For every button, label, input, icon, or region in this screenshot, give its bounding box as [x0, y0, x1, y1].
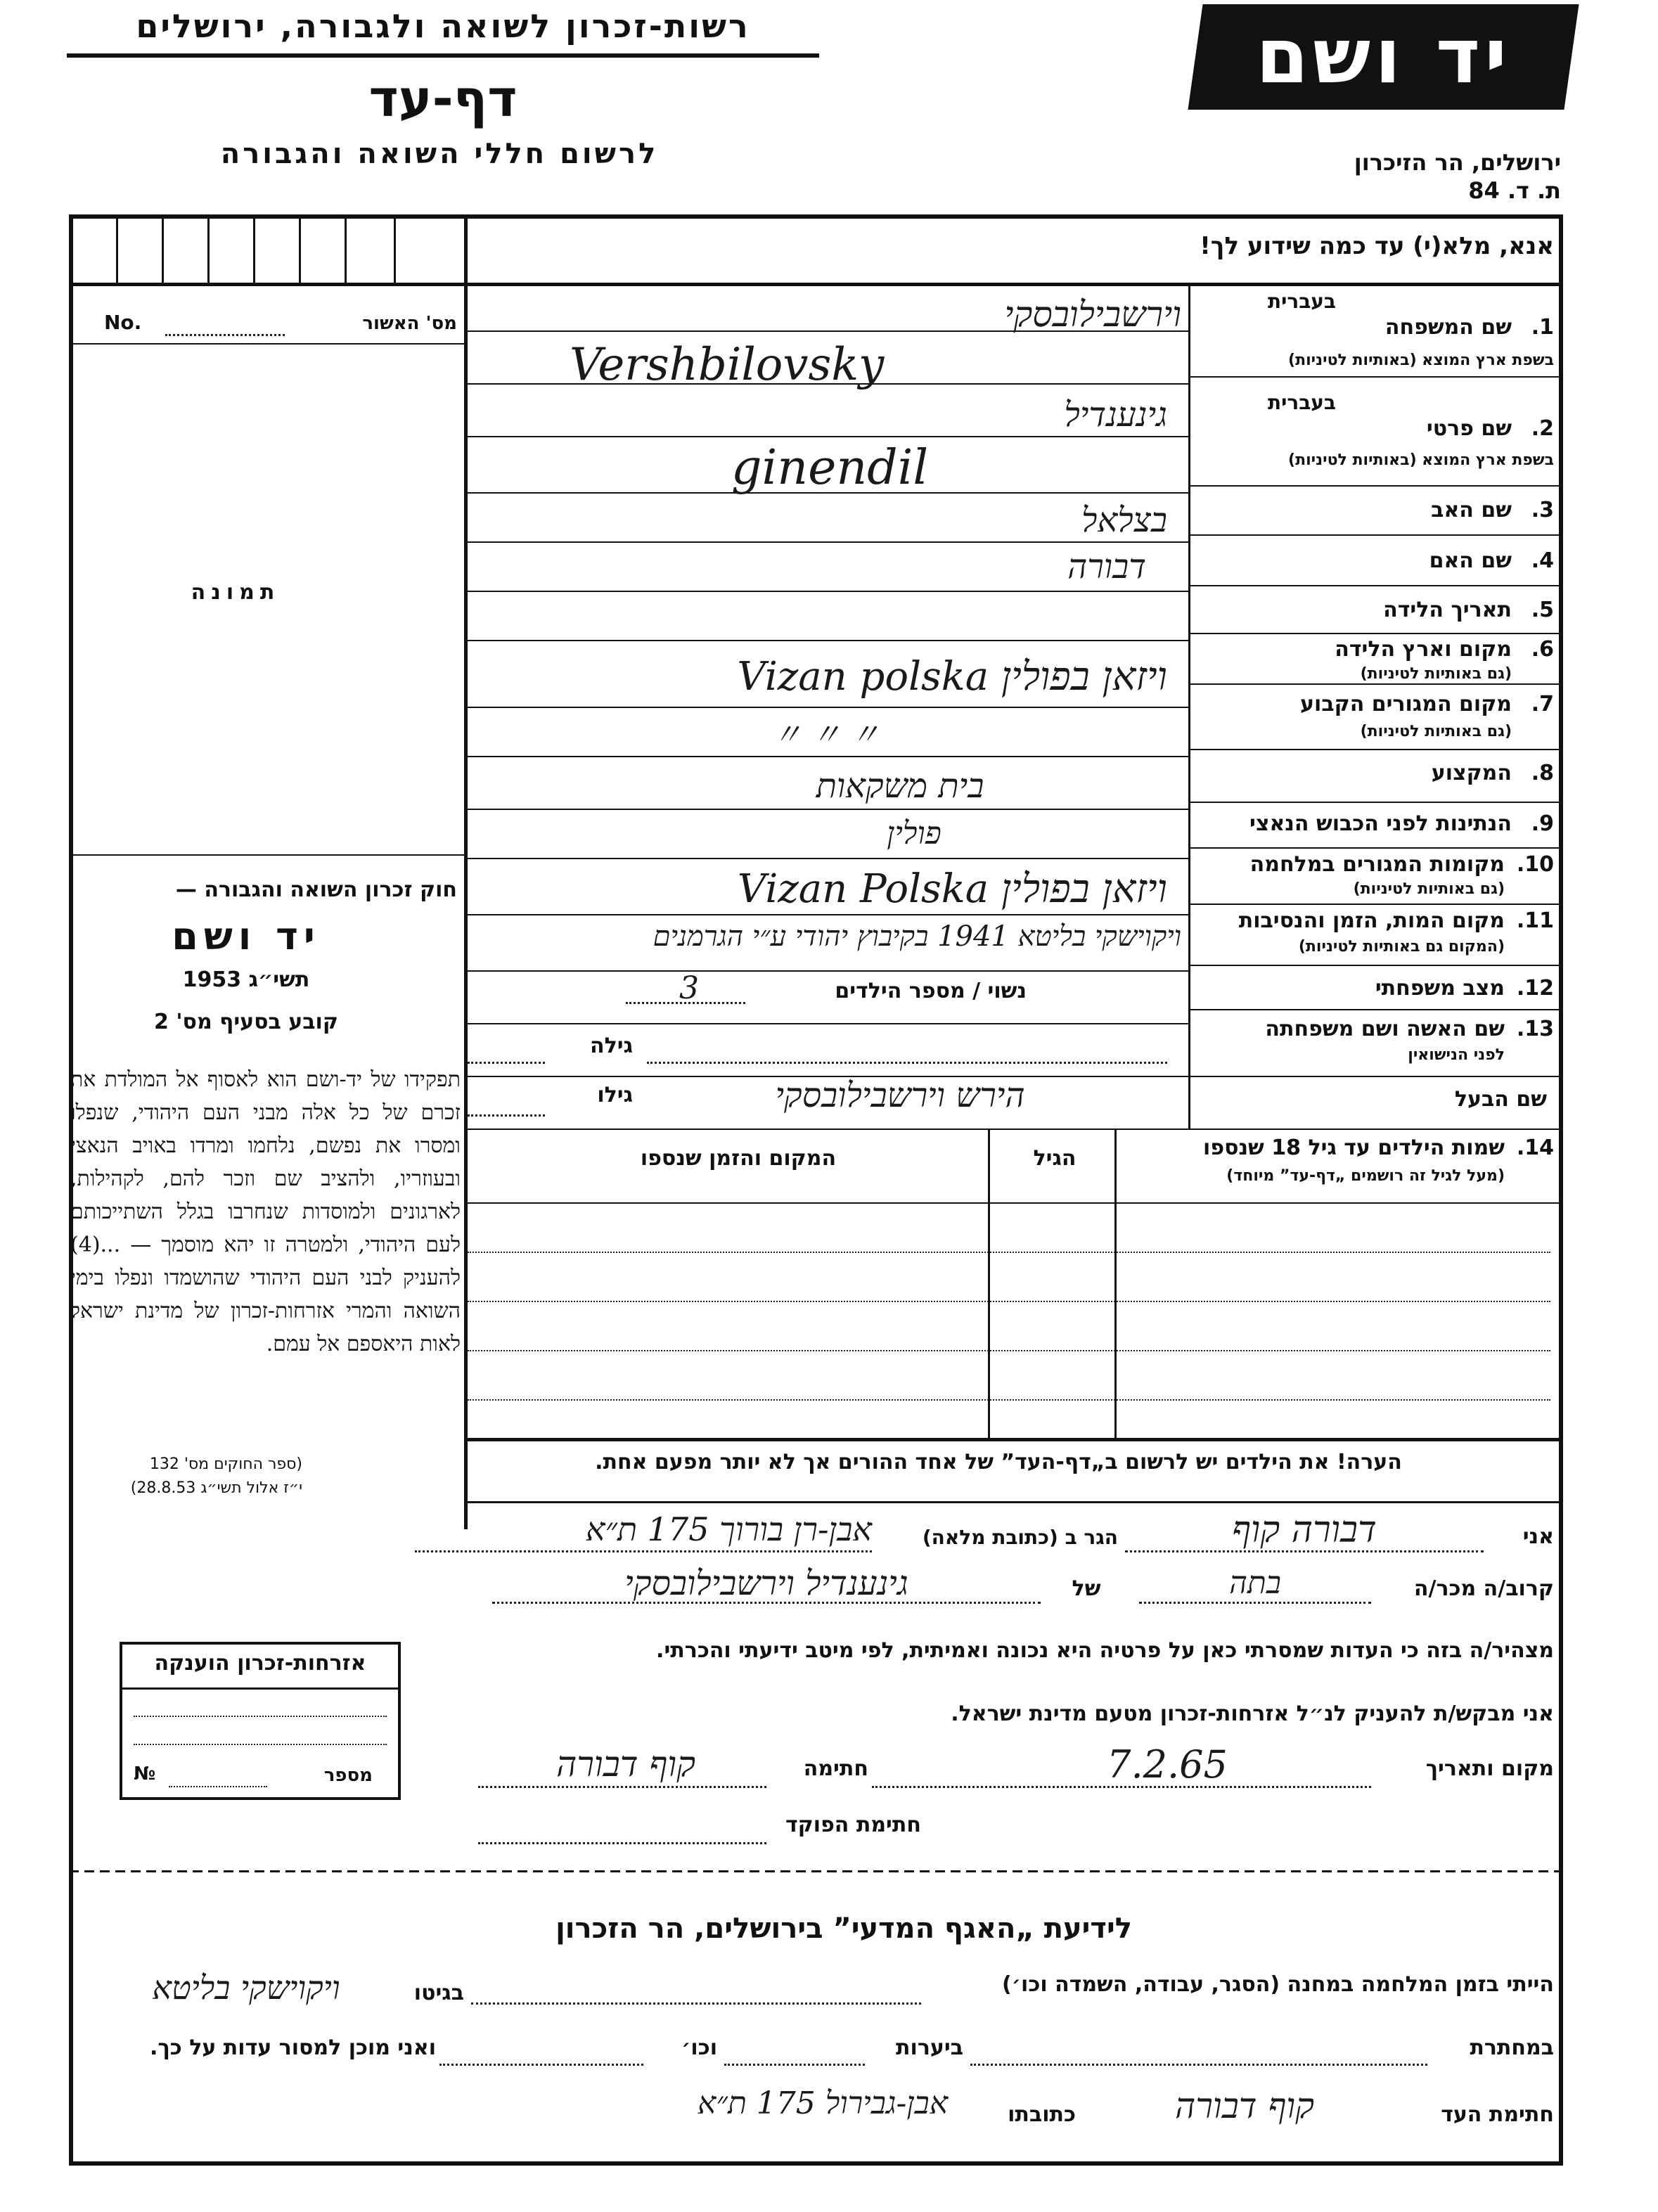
field-11-number: 11.	[1516, 908, 1554, 933]
father-name-value[interactable]: בצלאל	[1081, 501, 1167, 540]
address: ירושלים, הר הזיכרון	[1354, 149, 1561, 176]
children-count-line	[626, 1002, 745, 1004]
field-2-sub: בשפת ארץ המוצא (באותיות לטיניות)	[1288, 451, 1554, 469]
marital-status-label: נשוי / מספר הילדים	[835, 979, 1027, 1003]
citizenship-number-label: מספר	[323, 1765, 373, 1786]
top-box-line-3	[207, 214, 210, 285]
citizenship-dots-2[interactable]	[134, 1744, 387, 1745]
photo-area[interactable]	[74, 346, 461, 838]
place-date-label: מקום ותאריך	[1425, 1756, 1554, 1781]
birth-place-value[interactable]: ויזאן בפולין Vizan polska	[737, 654, 1167, 700]
field-5-number: 5.	[1531, 598, 1554, 622]
science-separator	[69, 1870, 1563, 1872]
row-line	[1188, 1009, 1563, 1010]
husband-age-label: גילו	[597, 1083, 633, 1107]
row-line	[1188, 485, 1563, 487]
camp-line-label: הייתי בזמן המלחמה במחנה (הסגר, עבודה, השמדה וכו׳)	[1002, 1972, 1554, 1997]
field-7-label: מקום המגורים הקבוע	[1300, 692, 1512, 716]
field-7-sub: (גם באותיות לטיניות)	[1360, 723, 1512, 740]
row-line	[464, 1128, 1563, 1130]
signature-label: חתימה	[803, 1756, 868, 1781]
value-line	[464, 591, 1188, 592]
value-line	[464, 914, 1188, 915]
field-12-label: מצב משפחתי	[1375, 976, 1505, 1001]
top-box-line-4	[253, 214, 255, 285]
citizenship-no-label: №	[134, 1763, 156, 1785]
place-date-line	[872, 1786, 1371, 1788]
field-1-sub: בשפת ארץ המוצא (באותיות לטיניות)	[1288, 352, 1554, 369]
occupation-value[interactable]: בית משקאות	[816, 766, 984, 806]
ghetto-value[interactable]: ויקוישקי בליטא	[152, 1969, 340, 2007]
row-line	[1188, 376, 1563, 378]
top-box-line-6	[345, 214, 347, 285]
field-1-number: 1.	[1531, 315, 1554, 340]
children-col-age: הגיל	[1033, 1146, 1077, 1171]
citizenship-title-line	[120, 1687, 401, 1690]
declarant-line	[1125, 1550, 1484, 1552]
wife-age-line[interactable]	[468, 1062, 545, 1064]
row-line	[1188, 683, 1563, 685]
row-line	[1188, 1076, 1563, 1077]
law-name: יד ושם	[172, 914, 321, 958]
field-2-hint: בעברית	[1267, 391, 1336, 414]
ghetto-label: בגיטו	[413, 1981, 464, 2005]
forests-label: ביערות	[896, 2036, 963, 2060]
children-col-place: המקום והזמן שנספו	[640, 1146, 837, 1171]
law-ref-2: י״ז אלול תשי״ג 28.8.53)	[130, 1479, 302, 1497]
children-col-divider-2	[988, 1128, 990, 1441]
underground-line[interactable]	[970, 2064, 1427, 2066]
field-13-number: 13.	[1516, 1017, 1554, 1041]
children-row-4[interactable]	[468, 1399, 1550, 1401]
first-name-hebrew-value[interactable]: גינענדיל	[1064, 395, 1167, 435]
value-line	[464, 756, 1188, 757]
photo-bottom	[69, 854, 464, 856]
law-year: תשי״ג 1953	[182, 967, 310, 992]
value-line	[464, 858, 1188, 859]
row-line	[1188, 585, 1563, 586]
statement-2: אני מבקש/ת להעניק לנ״ל אזרחות-זכרון מטעם מדינת ישראל.	[951, 1702, 1554, 1726]
value-line	[464, 1023, 1188, 1024]
camp-line[interactable]	[471, 2002, 921, 2005]
declaration-i: אני	[1522, 1524, 1554, 1549]
wife-age-label: גילה	[590, 1034, 633, 1058]
field-1-hint: בעברית	[1267, 290, 1336, 313]
etc-line[interactable]	[439, 2064, 643, 2066]
children-header-line	[464, 1202, 1563, 1204]
label-col-divider	[1188, 285, 1190, 1128]
children-table-bottom	[464, 1438, 1563, 1441]
children-row-1[interactable]	[468, 1252, 1550, 1253]
declarant-name[interactable]: דבורה קוף	[1232, 1509, 1377, 1551]
mother-name-value[interactable]: דבורה	[1067, 547, 1146, 586]
relation-value[interactable]: בתה	[1229, 1565, 1281, 1601]
husband-label: שם הבעל	[1454, 1087, 1547, 1112]
row-line	[1188, 904, 1563, 905]
value-line	[464, 809, 1188, 810]
field-14-number: 14.	[1516, 1136, 1554, 1160]
field-8-label: המקצוע	[1431, 761, 1512, 785]
approval-label: מס' האשור	[362, 313, 457, 334]
authority-underline	[67, 53, 819, 58]
approval-no-label: No.	[104, 311, 142, 334]
witness-address-value[interactable]: אבן-גבירול 175 ת״א	[697, 2085, 949, 2121]
children-note: הערה! את הילדים יש לרשום ב„דף-העד” של אחד ההורים אך לא יותר מפעם אחת.	[595, 1450, 1402, 1474]
husband-name-value[interactable]: הירש וירשבילובסקי	[775, 1076, 1025, 1115]
photo-label: תמונה	[191, 580, 281, 605]
law-section: קובע בסעיף מס' 2	[154, 1010, 338, 1034]
ready-text: ואני מוכן למסור עדות על כך.	[150, 2036, 436, 2060]
field-4-label: שם האם	[1429, 548, 1512, 573]
wartime-residence-value[interactable]: ויזאן בפולין Vizan Polska	[737, 866, 1167, 912]
children-row-2[interactable]	[468, 1301, 1550, 1302]
wife-name-line[interactable]	[647, 1062, 1167, 1064]
value-line	[464, 541, 1188, 543]
field-10-label: מקומות המגורים במלחמה	[1249, 852, 1505, 877]
surname-hebrew-value[interactable]: וירשבילובסקי	[1004, 294, 1181, 335]
field-7-number: 7.	[1531, 692, 1554, 716]
law-title: חוק זכרון השואה והגבורה —	[175, 877, 457, 902]
row-line	[1188, 534, 1563, 536]
value-line	[464, 436, 1188, 437]
top-row-bottom	[69, 283, 1563, 286]
of-label: של	[1072, 1576, 1101, 1601]
field-3-number: 3.	[1531, 498, 1554, 522]
witness-address-label: כתובתו	[1008, 2102, 1076, 2127]
citizenship-number-line[interactable]	[169, 1786, 267, 1787]
field-1-label: שם המשפחה	[1384, 315, 1512, 340]
field-14-sub: (מעל לגיל זה רושמים „דף-עד” מיוחד)	[1226, 1167, 1505, 1185]
witness-signature-value[interactable]: קוף דבורה	[1175, 2085, 1314, 2126]
citizenship-value[interactable]: פולין	[887, 816, 942, 851]
field-9-number: 9.	[1531, 811, 1554, 836]
field-11-sub: (המקום גם באותיות לטיניות)	[1298, 938, 1505, 956]
note-bottom	[464, 1501, 1563, 1503]
signature-line	[478, 1786, 766, 1788]
field-6-label: מקום וארץ הלידה	[1335, 637, 1512, 662]
form-subtitle: לרשום חללי השואה והגבורה	[220, 138, 659, 170]
witness-signature-label: חתימת העד	[1441, 2102, 1554, 2127]
field-13-sub: לפני הנישואין	[1408, 1046, 1505, 1064]
authority-name: רשות-זכרון לשואה ולגבורה, ירושלים	[136, 7, 750, 45]
logo-text: יד ושם	[1255, 13, 1512, 101]
first-name-latin-value[interactable]: ginendil	[731, 440, 929, 496]
row-line	[1188, 847, 1563, 849]
field-2-number: 2.	[1531, 416, 1554, 441]
top-box-line-7	[394, 214, 396, 285]
death-place-value[interactable]: ויקוישקי בליטא 1941 בקיבוץ יהודי ע״י הגרמנים	[653, 920, 1181, 953]
top-box-line-2	[162, 214, 164, 285]
row-line	[1188, 749, 1563, 750]
yad-vashem-logo	[1188, 4, 1579, 110]
top-box-line-1	[116, 214, 118, 285]
field-5-label: תאריך הלידה	[1383, 598, 1512, 622]
field-11-label: מקום המות, הזמן והנסיבות	[1238, 908, 1505, 933]
children-row-3[interactable]	[468, 1350, 1550, 1351]
value-line	[464, 640, 1188, 641]
address-line	[415, 1550, 872, 1552]
field-3-label: שם האב	[1431, 498, 1512, 522]
surname-latin-value[interactable]: Vershbilovsky	[570, 339, 885, 391]
declarant-address[interactable]: אבן-רן בורוך 175 ת״א	[585, 1510, 872, 1548]
officer-signature-label: חתימת הפוקד	[785, 1813, 921, 1837]
etc-label: וכו׳	[681, 2036, 717, 2060]
field-2-label: שם פרטי	[1426, 416, 1512, 441]
instruction-text: אנא, מלא(י) עד כמה שידוע לך!	[1200, 232, 1554, 260]
po-box: ת. ד. 84	[1468, 177, 1561, 204]
signature-value[interactable]: קוף דבורה	[556, 1744, 695, 1785]
field-6-sub: (גם באותיות לטיניות)	[1360, 665, 1512, 683]
left-col-divider	[464, 214, 468, 1529]
relation-line	[1139, 1602, 1371, 1604]
children-count-value[interactable]: 3	[679, 970, 699, 1006]
row-line	[1188, 633, 1563, 634]
underground-label: במחתרת	[1470, 2036, 1554, 2060]
approval-row-bottom	[69, 343, 464, 345]
law-ref-1: (ספר החוקים מס' 132	[149, 1455, 302, 1473]
field-13-label: שם האשה ושם משפחתה	[1265, 1017, 1505, 1041]
citizenship-title: אזרחות-זכרון הוענקה	[154, 1651, 366, 1676]
law-body: תפקידו של יד-ושם הוא לאסוף אל המולדת את זכרם של כל אלה מבני העם היהודי, שנפלו ומסרו את נפשם, נלחמו ומרדו באויב הנאצי ובעוזריו, ולהציב שם וזכר להם, לקהילות, לארגונים ולמוסדות שנחרבו בגלל השתייכותם לעם היהודי, ולמטרה זו יהא מוסמך — ...(4) להעניק לבני העם היהודי שהושמדו ונפלו בימי השואה והמרי אזרחות-זכרון של מדינת ישראל לאות היאספם אל עמם.	[70, 1067, 461, 1356]
subject-name[interactable]: גינענדיל וירשבילובסקי	[624, 1564, 908, 1603]
science-title: לידיעת „האגף המדעי” בירושלים, הר הזכרון	[555, 1912, 1132, 1945]
row-line	[1188, 965, 1563, 966]
residence-value[interactable]: 〃 〃 〃	[772, 717, 880, 752]
forests-line[interactable]	[724, 2064, 865, 2066]
husband-age-line[interactable]	[468, 1114, 545, 1117]
subject-line	[492, 1602, 1041, 1604]
field-6-number: 6.	[1531, 637, 1554, 662]
field-12-number: 12.	[1516, 976, 1554, 1001]
field-4-number: 4.	[1531, 548, 1554, 573]
row-line	[1188, 802, 1563, 803]
field-14-label: שמות הילדים עד גיל 18 שנספו	[1203, 1136, 1505, 1160]
field-8-number: 8.	[1531, 761, 1554, 785]
value-line	[464, 707, 1188, 708]
value-line	[464, 970, 1188, 972]
approval-number-line[interactable]	[165, 334, 285, 336]
top-box-line-5	[299, 214, 301, 285]
statement-1: מצהיר/ה בזה כי העדות שמסרתי כאן על פרטיה היא נכונה ואמיתית, לפי מיטב ידיעתי והכרתי.	[656, 1638, 1554, 1663]
relation-label: קרוב/ה מכר/ה	[1413, 1576, 1554, 1601]
place-date-value[interactable]: 7.2.65	[1107, 1742, 1228, 1787]
field-10-sub: (גם באותיות לטיניות)	[1353, 880, 1505, 898]
citizenship-dots-1[interactable]	[134, 1716, 387, 1717]
resident-label: הגר ב (כתובת מלאה)	[922, 1526, 1118, 1549]
children-col-divider-1	[1114, 1128, 1117, 1441]
field-9-label: הנתינות לפני הכבוש הנאצי	[1249, 811, 1512, 836]
officer-signature-line[interactable]	[478, 1842, 766, 1844]
field-10-number: 10.	[1516, 852, 1554, 877]
form-title: דף-עד	[368, 69, 518, 128]
